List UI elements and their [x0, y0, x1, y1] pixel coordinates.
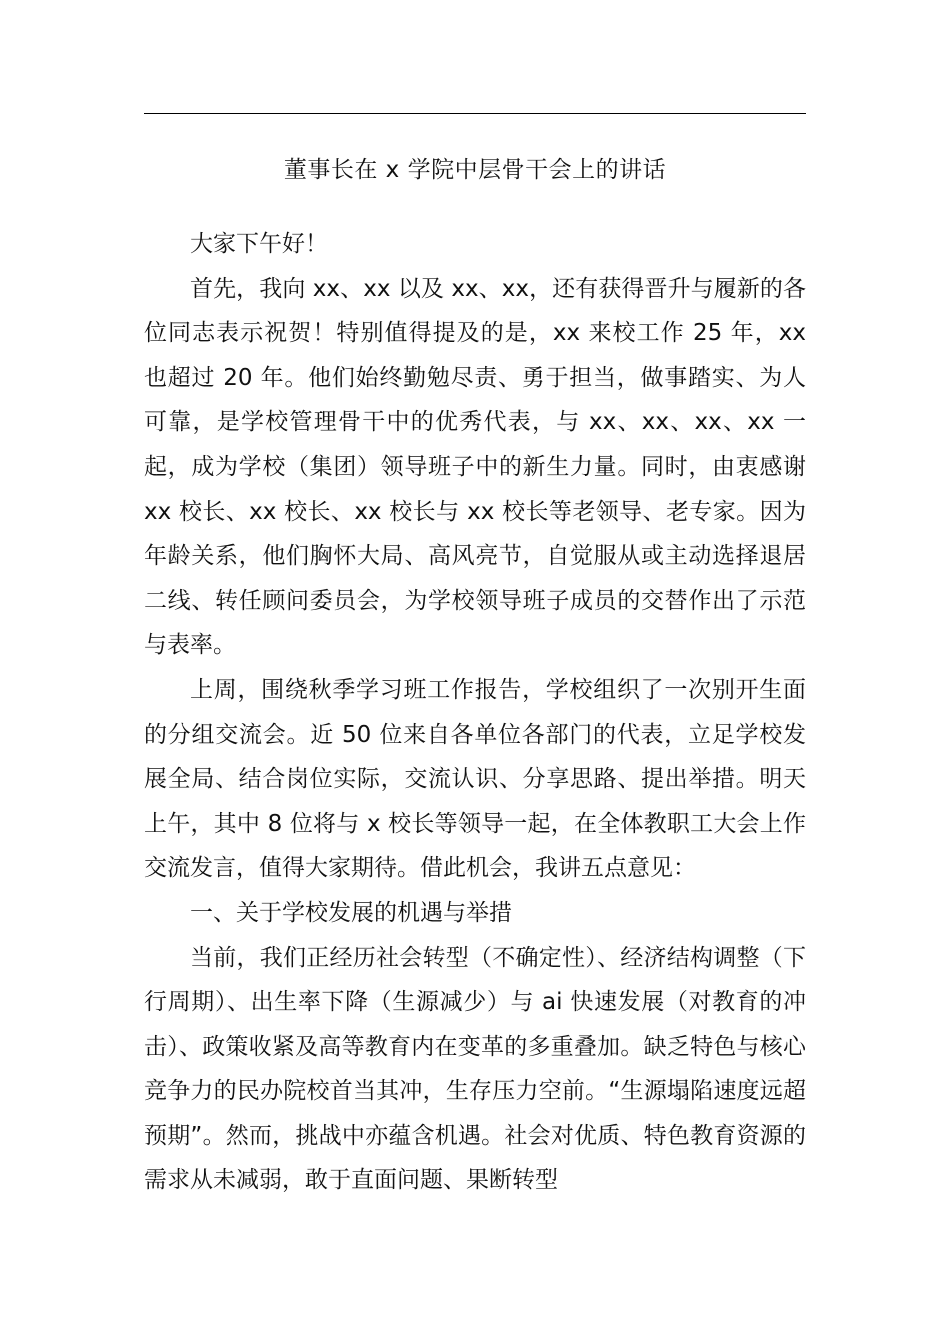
- paragraph-greeting: 大家下午好！: [190, 231, 328, 257]
- section-heading-1: 一、关于学校发展的机遇与举措: [190, 899, 512, 926]
- header-rule: [144, 113, 806, 114]
- document-body: [144, 222, 806, 1203]
- document-title: 董事长在 x 学院中层骨干会上的讲话: [283, 157, 667, 183]
- paragraph-exchange-meeting: 上周，围绕秋季学习班工作报告，学校组织了一次别开生面的分组交流会。近 50 位来自各单位各部门的代表，立足学校发展全局、结合岗位实际，交流认识、分享思路、提出举措。明天上午，其中 8 位将与 x 校长等领导一起，在全体教职工大会上作交流发言，值得大家期待。借此机会，我讲五点意见：: [144, 676, 806, 882]
- paragraph-congratulations: 首先，我向 xx、xx 以及 xx、xx，还有获得晋升与履新的各位同志表示祝贺！特别值得提及的是，xx 来校工作 25 年，xx 也超过 20 年。他们始终勤勉尽责、勇于担当，做事踏实、为人可靠，是学校管理骨干中的优秀代表，与 xx、xx、xx、xx 一起，成为学校（集团）领导班子中的新生力量。同时，由衷感谢 xx 校长、xx 校长、xx 校长与 xx 校长等老领导、老专家。因为年龄关系，他们胸怀大局、高风亮节，自觉服从或主动选择退居二线、转任顾问委员会，为学校领导班子成员的交替作出了示范与表率。: [144, 275, 806, 659]
- paragraph-situation: 当前，我们正经历社会转型（不确定性）、经济结构调整（下行周期）、出生率下降（生源减少）与 ai 快速发展（对教育的冲击）、政策收紧及高等教育内在变革的多重叠加。缺乏特色与核心竞争力的民办院校首当其冲，生存压力空前。“生源塌陷速度远超预期”。然而，挑战中亦蕴含机遇。社会对优质、特色教育资源的需求从未减弱，敢于直面问题、果断转型: [144, 944, 806, 1194]
